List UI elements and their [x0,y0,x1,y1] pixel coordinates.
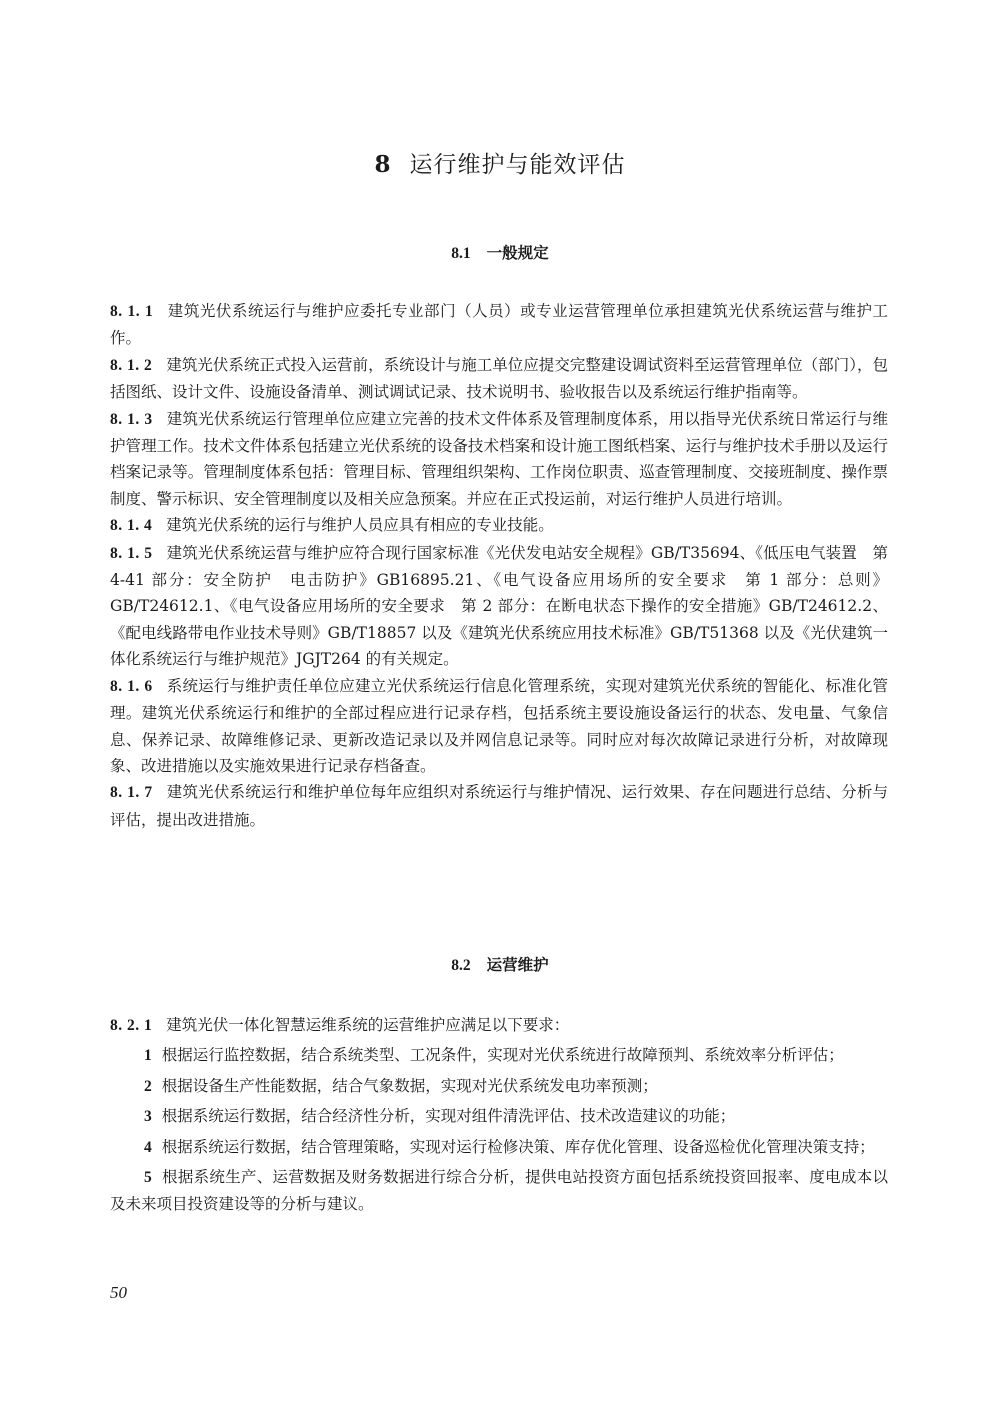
list-item-2 [110,1073,888,1100]
clause-number: 8. 2. 1 [110,1017,153,1034]
clause-number: 8. 1. 1 [110,303,154,320]
item-number: 1 [144,1047,152,1065]
clause-number: 8. 1. 6 [110,677,153,695]
clause-text: 建筑光伏系统正式投入运营前，系统设计与施工单位应提交完整建设调试资料至运营管理单位（部门），包括图纸、设计文件、设施设备清单、测试调试记录、技术说明书、验收报告以及系统运行维护指南等。 [110,355,888,402]
item-number: 5 [144,1169,152,1187]
section-number: 8.1 [451,245,471,262]
list-item-4 [110,1134,888,1161]
item-number: 4 [144,1138,152,1156]
clause-8-1-4 [110,512,888,539]
list-item-1 [110,1042,888,1069]
item-text: 根据运行监控数据，结合系统类型、工况条件，实现对光伏系统进行故障预判、系统效率分析评估； [161,1046,844,1065]
clause-8-1-6 [110,673,888,780]
clause-text: 系统运行与维护责任单位应建立光伏系统运行信息化管理系统，实现对建筑光伏系统的智能化、标准化管理。建筑光伏系统运行和维护的全部过程应进行记录存档，包括系统主要设施设备运行的状态、发电量、气象信息、保养记录、故障维修记录、更新改造记录以及并网信息记录等。同时应对每次故障记录进行分析，对故障现象、改进措施以及实施效果进行记录存档备查。 [110,676,888,775]
clause-text: 建筑光伏系统的运行与维护人员应具有相应的专业技能。 [166,516,554,535]
clause-number: 8. 1. 4 [110,517,153,535]
section-number: 8.2 [451,957,471,974]
section-title-text: 一般规定 [486,244,549,262]
item-number: 3 [144,1108,152,1126]
section-8-2-body [110,1012,888,1221]
clause-text: 建筑光伏系统运行与维护应委托专业部门（人员）或专业运营管理单位承担建筑光伏系统运营与维护工作。 [110,302,888,348]
clause-number: 8. 1. 3 [110,410,153,428]
chapter-title [0,146,1000,179]
section-heading-8-1 [0,241,1000,263]
page-number: 50 [110,1283,127,1302]
section-title-text: 运营维护 [486,956,549,974]
item-text: 根据系统运行数据，结合经济性分析，实现对组件清洗评估、技术改造建议的功能； [161,1107,736,1126]
item-text: 根据设备生产性能数据，结合气象数据，实现对光伏系统发电功率预测； [161,1076,658,1095]
section-heading-8-2 [0,953,1000,975]
clause-8-1-5 [110,540,888,673]
clause-text: 建筑光伏系统运行和维护单位每年应组织对系统运行与维护情况、运行效果、存在问题进行总结、分析与评估，提出改进措施。 [110,783,888,829]
clause-text: 建筑光伏系统运行管理单位应建立完善的技术文件体系及管理制度体系，用以指导光伏系统日常运行与维护管理工作。技术文件体系包括建立光伏系统的设备技术档案和设计施工图纸档案、运行与维护技术手册以及运行档案记录等。管理制度体系包括：管理目标、管理组织架构、工作岗位职责、巡查管理制度、交接班制度、操作票制度、警示标识、安全管理制度以及相关应急预案。并应在正式投运前，对运行维护人员进行培训。 [110,409,888,508]
clause-8-1-1 [110,298,888,352]
item-text: 根据系统运行数据，结合管理策略，实现对运行检修决策、库存优化管理、设备巡检优化管理决策支持； [161,1137,875,1156]
clause-number: 8. 1. 7 [110,784,153,802]
clause-8-1-2 [110,352,888,406]
clause-text: 建筑光伏一体化智慧运维系统的运营维护应满足以下要求： [166,1016,570,1034]
clause-number: 8. 1. 2 [110,356,153,374]
list-item-5 [110,1164,888,1218]
section-8-1-body [110,298,888,833]
chapter-title-text: 运行维护与能效评估 [409,152,626,178]
list-item-3 [110,1103,888,1130]
clause-number: 8. 1. 5 [110,544,153,562]
clause-text: 建筑光伏系统运营与维护应符合现行国家标准《光伏发电站安全规程》GB/T35694、《低压电气装置 第 4-41 部分：安全防护 电击防护》GB16895.21、《电气设备应用场所的安全要求 第 1 部分：总则》GB/T24612.1、《电气设备应用场所的安全要求 第 2 部分：在断电状态下操作的安全措施》GB/T24612.2、《配电线路带电作业技术导则》GB/T18857 以及《建筑光伏系统应用技术标准》GB/T51368 以及《光伏建筑一体化系统运行与维护规范》JGJT264 的有关规定。 [110,543,888,669]
clause-8-2-1 [110,1012,888,1039]
clause-8-1-7 [110,779,888,833]
clause-8-1-3 [110,406,888,513]
item-text: 根据系统生产、运营数据及财务数据进行综合分析，提供电站投资方面包括系统投资回报率、度电成本以及未来项目投资建设等的分析与建议。 [110,1168,888,1214]
item-number: 2 [144,1077,152,1095]
chapter-number: 8 [374,151,392,178]
